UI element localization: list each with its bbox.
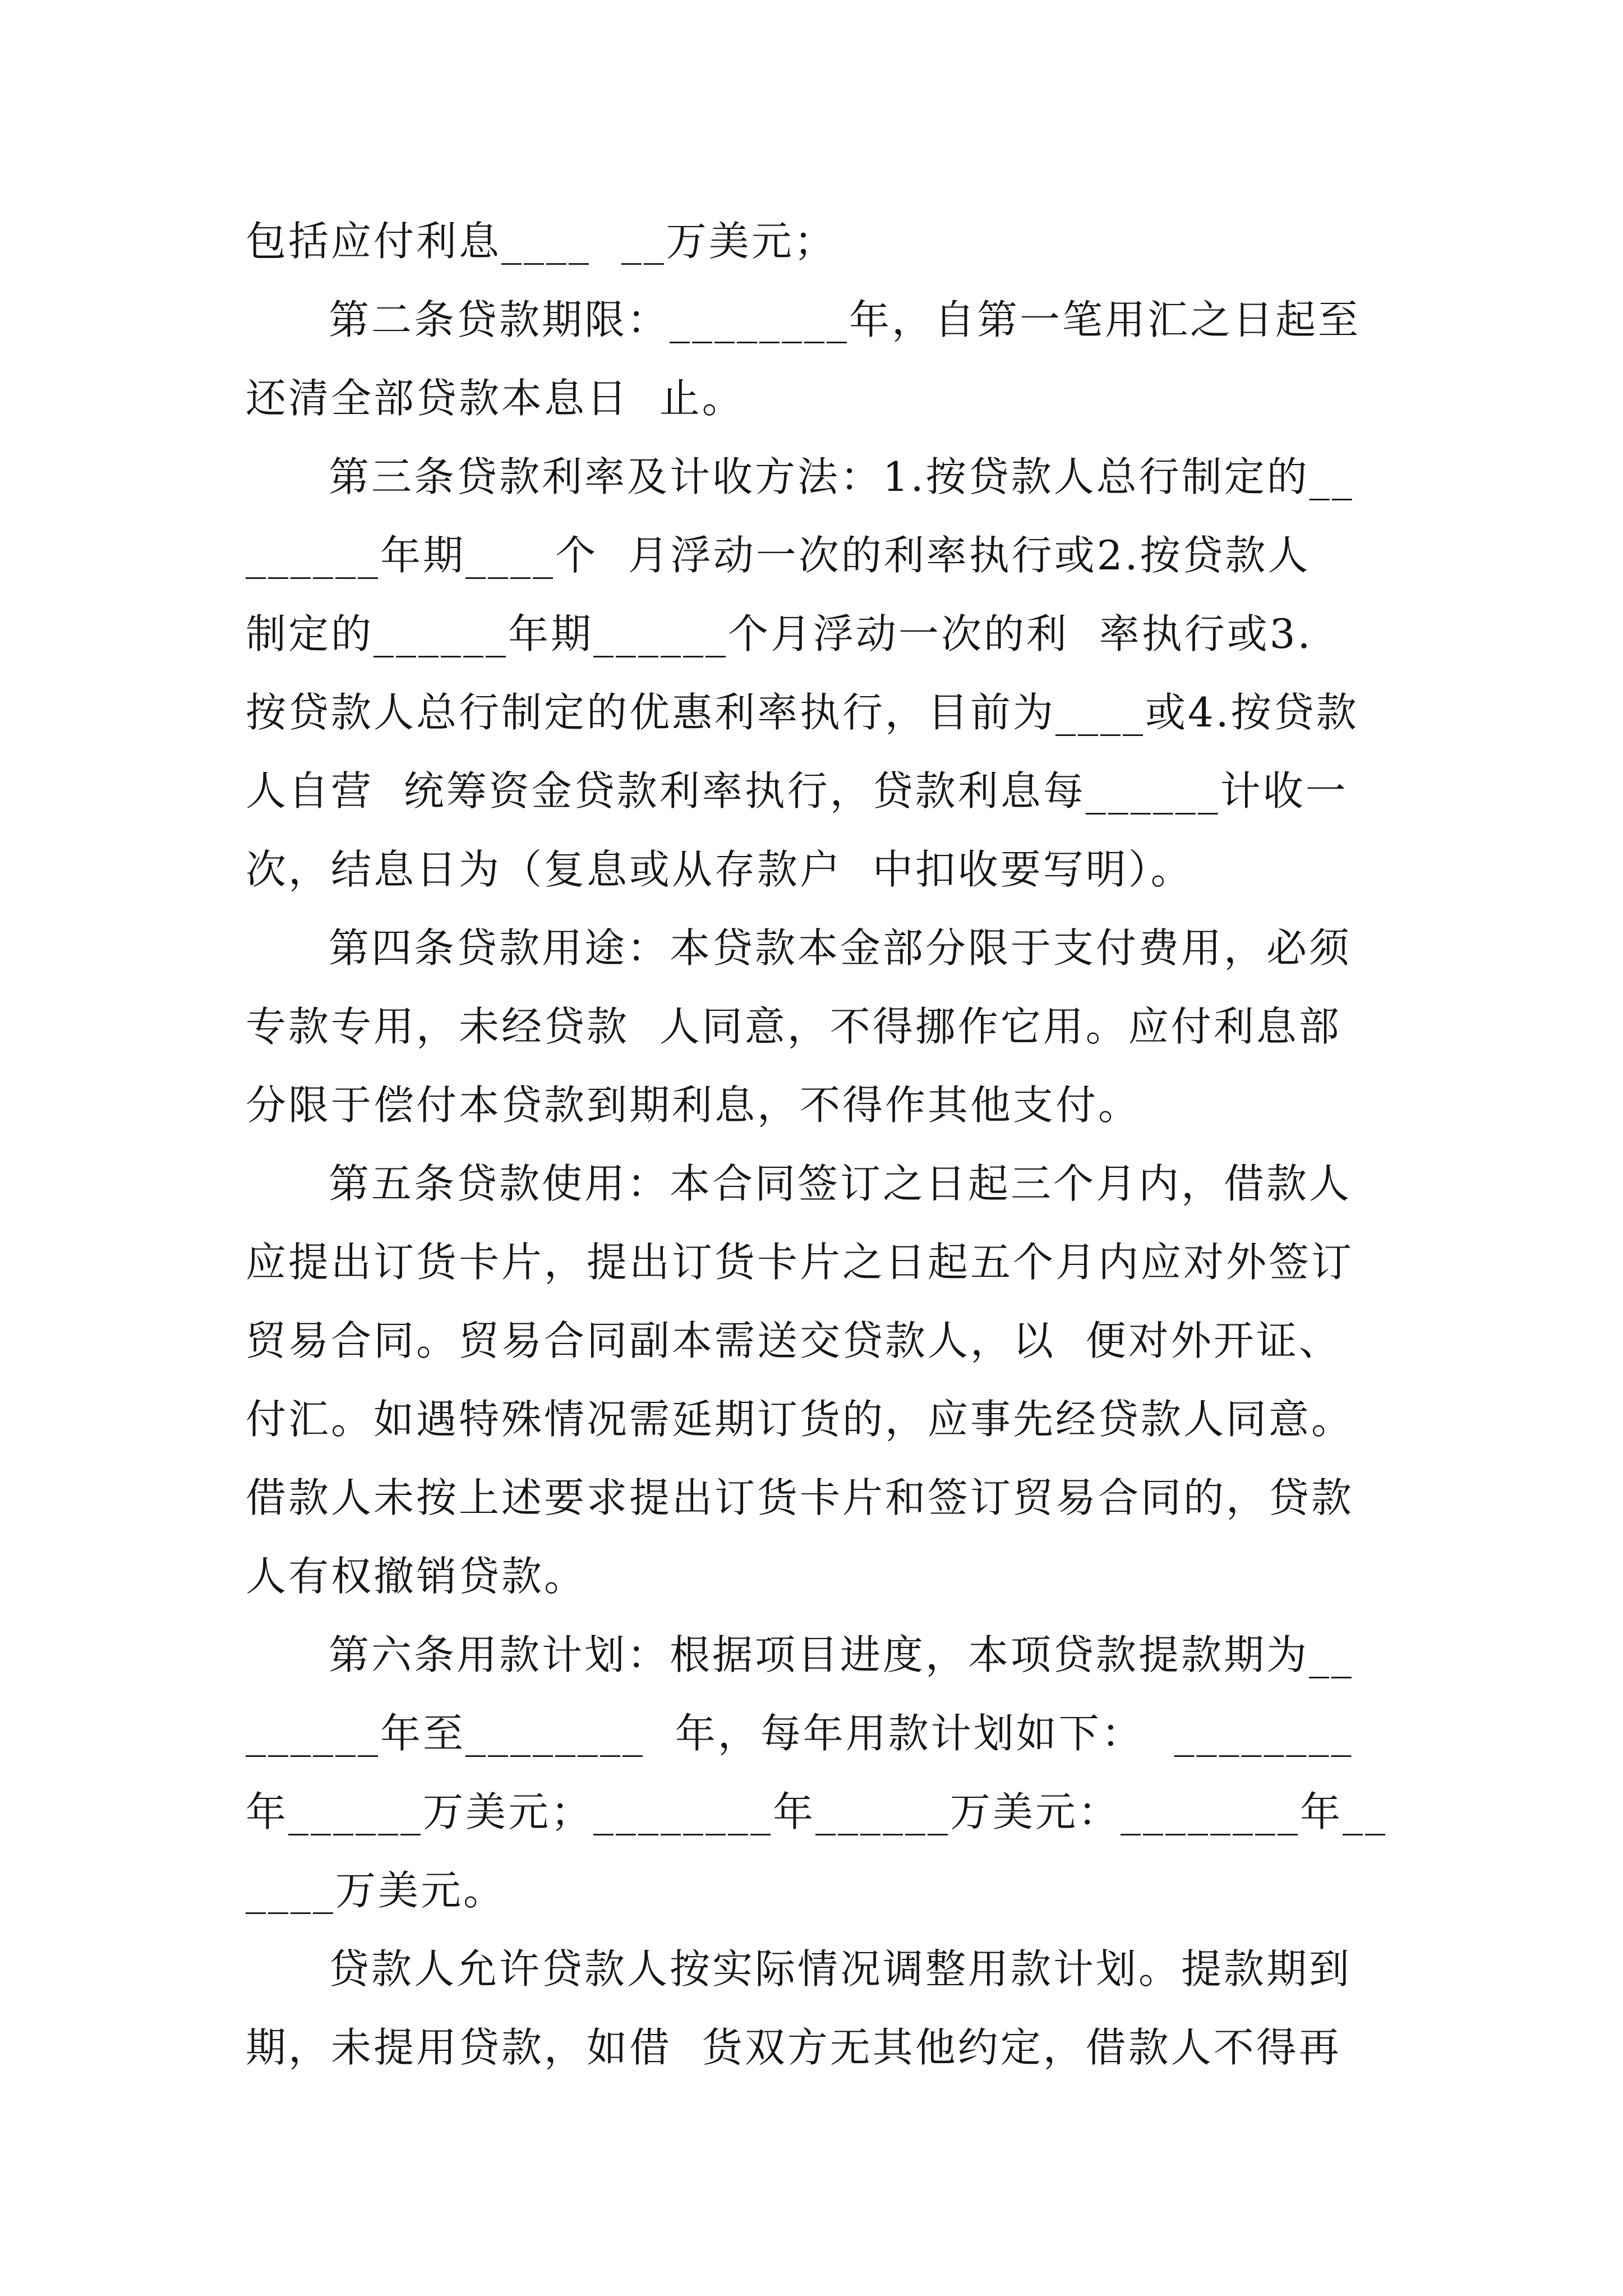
text-line: 付汇。如遇特殊情况需延期订货的，应事先经贷款人同意。 bbox=[246, 1396, 1354, 1443]
text-line: 分限于偿付本贷款到期利息，不得作其他支付。 bbox=[246, 1082, 1141, 1129]
paragraph-line-1: 贷款人允许贷款人按实际情况调整用款计划。提款期到 bbox=[329, 1945, 1352, 1993]
text-line: 人自营 统筹资金贷款利率执行，贷款利息每______计收一 bbox=[246, 767, 1348, 815]
text-line: 年______万美元；________年______万美元：________年__ bbox=[246, 1788, 1388, 1835]
text-line: 期，未提用贷款，如借 货双方无其他约定，借款人不得再 bbox=[246, 2024, 1341, 2071]
document-body bbox=[246, 202, 1401, 2087]
text-line: 贸易合同。贸易合同副本需送交贷款人，以 便对外开证、 bbox=[246, 1317, 1341, 1364]
text-line: 人有权撤销贷款。 bbox=[246, 1553, 587, 1600]
text-line: 包括应付利息____ __万美元； bbox=[246, 218, 837, 265]
clause-2-line-1: 第二条贷款期限：________年，自第一笔用汇之日起至 bbox=[329, 296, 1361, 343]
text-line: ______年期____个 月浮动一次的利率执行或2.按贷款人 bbox=[246, 532, 1311, 579]
text-line: ____万美元。 bbox=[246, 1867, 506, 1914]
text-line: 按贷款人总行制定的优惠利率执行，目前为____或4.按贷款 bbox=[246, 689, 1359, 736]
clause-6-line-1: 第六条用款计划：根据项目进度，本项贷款提款期为__ bbox=[329, 1631, 1354, 1678]
text-line: 借款人未按上述要求提出订货卡片和签订贸易合同的，贷款 bbox=[246, 1474, 1354, 1521]
clause-5-line-1: 第五条贷款使用：本合同签订之日起三个月内，借款人 bbox=[329, 1160, 1352, 1207]
text-line: 应提出订货卡片，提出订货卡片之日起五个月内应对外签订 bbox=[246, 1239, 1354, 1286]
text-line: 还清全部贷款本息日 止。 bbox=[246, 375, 745, 422]
text-line: 制定的______年期______个月浮动一次的利 率执行或3. bbox=[246, 610, 1313, 657]
text-line: 次，结息日为（复息或从存款户 中扣收要写明）。 bbox=[246, 846, 1193, 893]
clause-4-line-1: 第四条贷款用途：本贷款本金部分限于支付费用，必须 bbox=[329, 924, 1352, 972]
clause-3-line-1: 第三条贷款利率及计收方法：1.按贷款人总行制定的__ bbox=[329, 453, 1354, 500]
text-line: ______年至________ 年，每年用款计划如下： ________ bbox=[246, 1710, 1354, 1757]
text-line: 专款专用，未经贷款 人同意，不得挪作它用。应付利息部 bbox=[246, 1003, 1341, 1050]
